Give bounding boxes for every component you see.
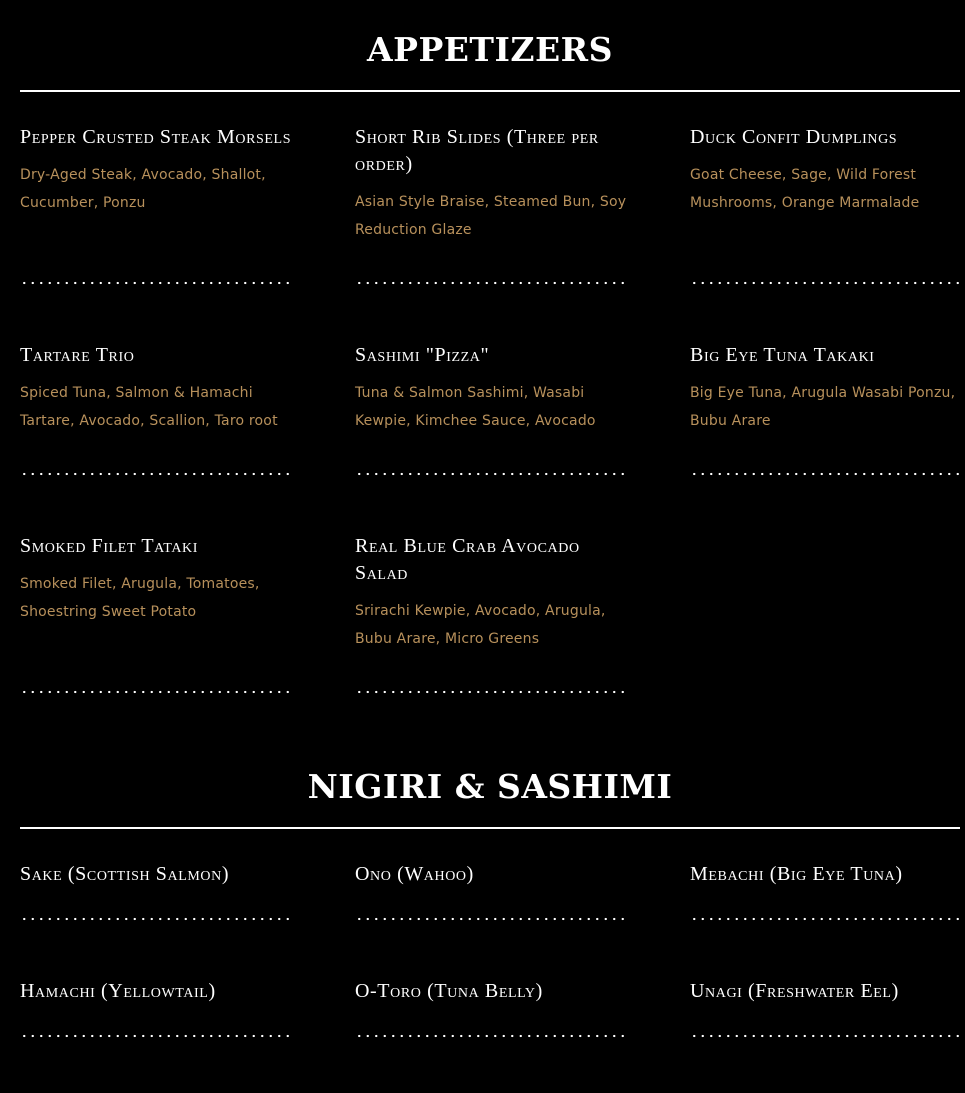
menu-item	[355, 124, 630, 244]
section-divider	[20, 827, 960, 829]
dotted-leader	[20, 472, 292, 476]
dotted-leader	[20, 917, 292, 921]
menu-item-description: Tuna & Salmon Sashimi, Wasabi Kewpie, Kimchee Sauce, Avocado	[355, 385, 596, 429]
menu-item-description: Spiced Tuna, Salmon & Hamachi Tartare, Avocado, Scallion, Taro root	[20, 385, 278, 429]
menu-item-name: Pepper Crusted Steak Morsels	[20, 126, 292, 148]
menu-item	[20, 124, 295, 217]
menu-item	[355, 861, 630, 888]
dotted-leader	[20, 690, 292, 694]
menu-item-name: Hamachi (Yellowtail)	[20, 980, 216, 1002]
dotted-leader	[355, 917, 627, 921]
dotted-leader	[355, 472, 627, 476]
menu-item	[690, 124, 965, 217]
section-divider	[20, 90, 960, 92]
menu-item-description: Asian Style Braise, Steamed Bun, Soy Reduction Glaze	[355, 194, 627, 238]
dotted-leader	[355, 1034, 627, 1038]
menu-item	[690, 861, 965, 888]
dotted-leader	[690, 281, 962, 285]
menu-item-name: O-Toro (Tuna Belly)	[355, 980, 543, 1002]
dotted-leader	[355, 690, 627, 694]
menu-item-name: Big Eye Tuna Takaki	[690, 344, 875, 366]
menu-item	[690, 978, 965, 1005]
menu-item-description: Big Eye Tuna, Arugula Wasabi Ponzu, Bubu Arare	[690, 385, 956, 429]
menu-item	[20, 342, 295, 435]
menu-item-description: Dry-Aged Steak, Avocado, Shallot, Cucumber, Ponzu	[20, 167, 266, 211]
menu-item	[690, 342, 965, 435]
menu-item-name: Ono (Wahoo)	[355, 863, 474, 885]
dotted-leader	[690, 917, 962, 921]
menu-item-name: Tartare Trio	[20, 344, 135, 366]
menu-item-name: Mebachi (Big Eye Tuna)	[690, 863, 903, 885]
menu-item-description: Srirachi Kewpie, Avocado, Arugula, Bubu Arare, Micro Greens	[355, 603, 606, 647]
menu-item	[20, 533, 295, 626]
menu-item	[355, 978, 630, 1005]
dotted-leader	[690, 1034, 962, 1038]
menu-item-name: Unagi (Freshwater Eel)	[690, 980, 899, 1002]
menu-item	[20, 978, 295, 1005]
dotted-leader	[355, 281, 627, 285]
menu-item	[20, 861, 295, 888]
menu-item-name: Real Blue Crab Avocado Salad	[355, 535, 580, 584]
dotted-leader	[690, 472, 962, 476]
menu-item-name: Sashimi "Pizza"	[355, 344, 490, 366]
menu-item-name: Short Rib Slides (Three per order)	[355, 126, 599, 175]
menu-item-name: Smoked Filet Tataki	[20, 535, 199, 557]
dotted-leader	[20, 1034, 292, 1038]
dotted-leader	[20, 281, 292, 285]
menu-item-description: Smoked Filet, Arugula, Tomatoes, Shoestring Sweet Potato	[20, 576, 260, 620]
menu-item	[355, 533, 630, 653]
section-title-appetizers: APPETIZERS	[367, 30, 613, 69]
menu-item-description: Goat Cheese, Sage, Wild Forest Mushrooms, Orange Marmalade	[690, 167, 920, 211]
menu-item-name: Duck Confit Dumplings	[690, 126, 898, 148]
menu-item-name: Sake (Scottish Salmon)	[20, 863, 230, 885]
menu-item	[355, 342, 630, 435]
section-title-nigiri-sashimi: NIGIRI & SASHIMI	[307, 767, 673, 806]
